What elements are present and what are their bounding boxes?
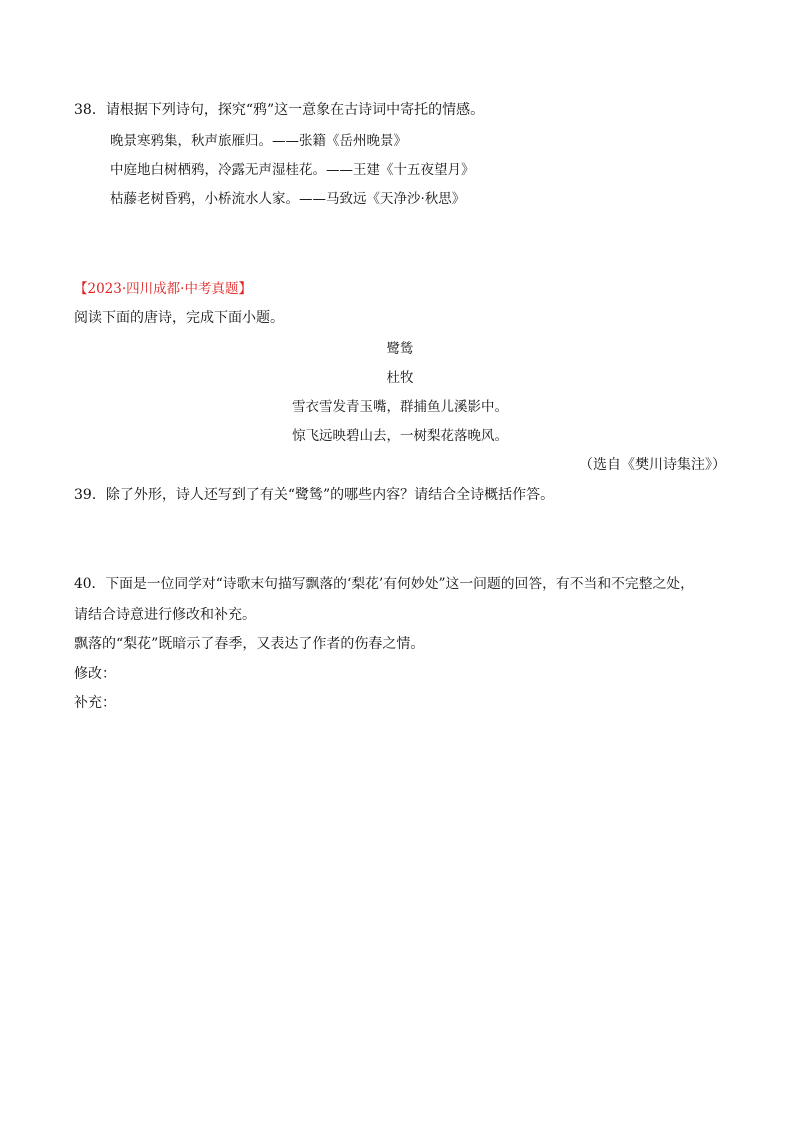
- exam-source-tag: 【2023·四川成都·中考真题】: [74, 281, 252, 297]
- question-40-prompt-line-2: 请结合诗意进行修改和补充。: [74, 607, 256, 623]
- question-39-prompt: 39．除了外形，诗人还写到了有关“鹭鸶”的哪些内容？请结合全诗概括作答。: [74, 487, 555, 503]
- supplement-label: 补充：: [74, 695, 116, 711]
- poem-quote-line-3: 枯藤老树昏鸦，小桥流水人家。——马致远《天净沙·秋思》: [110, 191, 466, 207]
- poem-quote-line-2: 中庭地白树栖鸦，冷露无声湿桂花。——王建《十五夜望月》: [110, 162, 475, 178]
- poem-author: 杜牧: [386, 370, 414, 386]
- poem-line-1: 雪衣雪发青玉嘴，群捕鱼儿溪影中。: [292, 399, 508, 415]
- poem-source: （选自《樊川诗集注》）: [579, 457, 726, 473]
- question-40-prompt-line-1: 40．下面是一位同学对“诗歌末句描写飘落的‘梨花’有何妙处”这一问题的回答，有不当和不完整之处，: [74, 576, 694, 592]
- revise-label: 修改：: [74, 666, 116, 682]
- reading-instruction: 阅读下面的唐诗，完成下面小题。: [74, 310, 284, 326]
- poem-quote-line-1: 晚景寒鸦集，秋声旅雁归。——张籍《岳州晚景》: [110, 133, 407, 149]
- poem-title: 鹭鸶: [386, 341, 414, 357]
- student-answer: 飘落的“梨花”既暗示了春季，又表达了作者的伤春之情。: [74, 636, 425, 652]
- question-38-prompt: 38．请根据下列诗句，探究“鸦”这一意象在古诗词中寄托的情感。: [74, 102, 485, 118]
- poem-line-2: 惊飞远映碧山去，一树梨花落晚风。: [292, 428, 508, 444]
